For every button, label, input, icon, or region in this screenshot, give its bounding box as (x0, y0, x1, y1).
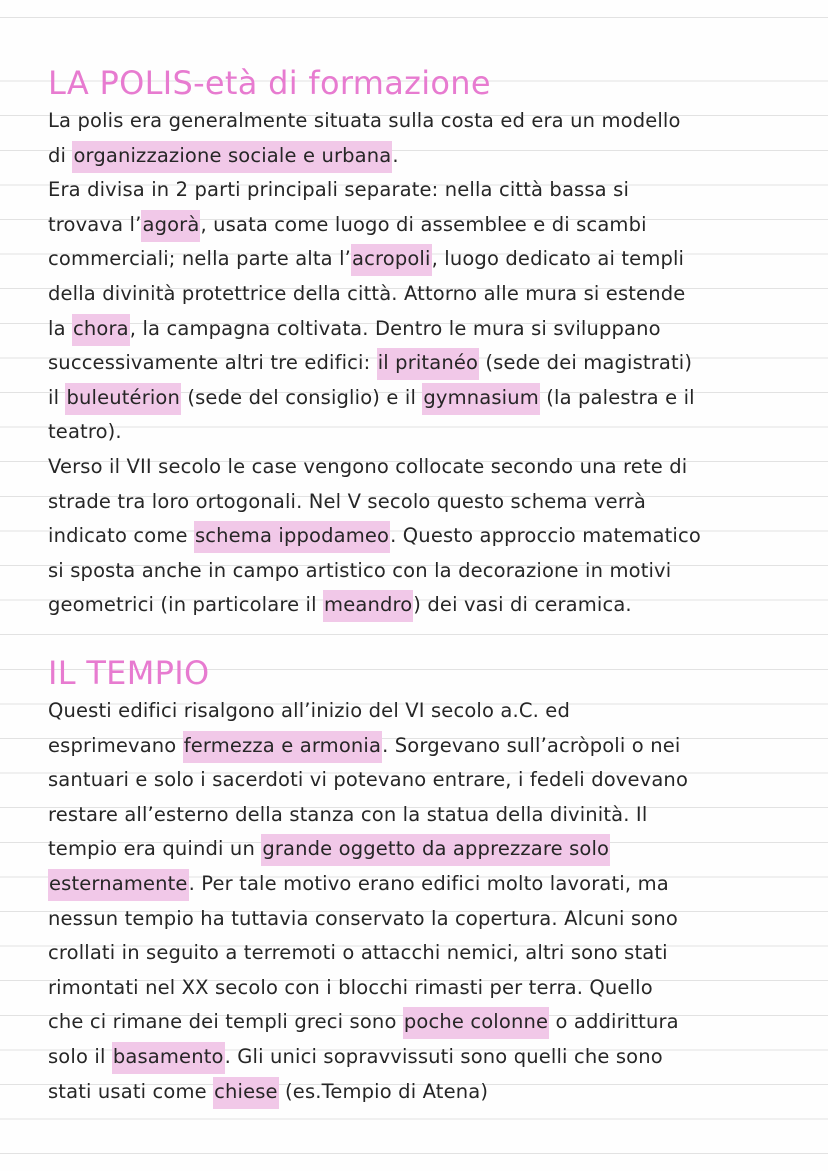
text-segment: il (48, 385, 66, 409)
text-line (48, 832, 788, 867)
text-segment: ) dei vasi di ceramica. (413, 593, 632, 617)
text-line (48, 242, 788, 277)
text-segment: (sede del consiglio) e il (181, 385, 423, 409)
text-line (48, 346, 788, 381)
highlighted-term: gymnasium (422, 383, 540, 415)
text-segment: trovava l’ (48, 212, 142, 236)
text-segment: solo il (48, 1044, 112, 1068)
text-segment: geometrici (in particolare il (48, 593, 324, 617)
text-segment: restare all’esterno della stanza con la statua della divinità. Il (48, 802, 648, 826)
section-body (48, 104, 788, 623)
section-tempio (48, 652, 788, 1109)
highlighted-term: buleutérion (65, 383, 181, 415)
text-segment: si sposta anche in campo artistico con la decorazione in motivi (48, 558, 672, 582)
text-segment: stati usati come (48, 1079, 214, 1103)
text-line (48, 936, 788, 971)
text-line (48, 694, 788, 729)
section-title: IL TEMPIO (48, 654, 210, 692)
text-segment: . Sorgevano sull’acròpoli o nei (382, 733, 681, 757)
text-line (48, 971, 788, 1006)
text-line (48, 1005, 788, 1040)
text-line (48, 139, 788, 174)
text-segment: . (392, 143, 399, 167)
text-segment: . Questo approccio matematico (390, 524, 701, 548)
text-segment: successivamente altri tre edifici: (48, 351, 377, 375)
text-segment: che ci rimane dei templi greci sono (48, 1010, 403, 1034)
text-line (48, 450, 788, 485)
text-segment: , luogo dedicato ai templi (431, 247, 685, 271)
text-segment: (la palestra e il (539, 385, 695, 409)
text-segment: teatro). (48, 420, 122, 444)
highlighted-term: organizzazione sociale e urbana (72, 141, 392, 173)
highlighted-term: poche colonne (403, 1007, 549, 1039)
text-segment: tempio era quindi un (48, 837, 262, 861)
text-line (48, 798, 788, 833)
highlighted-term: grande oggetto da apprezzare solo (261, 834, 610, 866)
text-segment: di (48, 143, 73, 167)
highlighted-term: esternamente (48, 869, 189, 901)
section-title: LA POLIS-età di formazione (48, 64, 491, 102)
highlighted-term: basamento (112, 1042, 225, 1074)
text-segment: esprimevano (48, 733, 183, 757)
text-line (48, 485, 788, 520)
section-body (48, 694, 788, 1109)
text-segment: Questi edifici risalgono all’inizio del VI secolo a.C. ed (48, 699, 570, 722)
text-line (48, 173, 788, 208)
text-segment: crollati in seguito a terremoti o attacchi nemici, altri sono stati (48, 941, 668, 965)
text-segment: , usata come luogo di assemblee e di scambi (200, 212, 647, 236)
text-line (48, 104, 788, 139)
text-segment: . Per tale motivo erano edifici molto lavorati, ma (188, 871, 669, 895)
highlighted-term: acropoli (351, 244, 432, 276)
text-segment: (sede dei magistrati) (479, 351, 693, 375)
text-line (48, 381, 788, 416)
text-segment: Verso il VII secolo le case vengono collocate secondo una rete di (48, 454, 688, 478)
text-line (48, 554, 788, 589)
text-segment: la (48, 316, 73, 340)
text-segment: . Gli unici sopravvissuti sono quelli che sono (224, 1044, 663, 1068)
text-segment: santuari e solo i sacerdoti vi potevano entrare, i fedeli dovevano (48, 768, 689, 792)
text-line (48, 208, 788, 243)
text-line (48, 729, 788, 764)
text-segment: indicato come (48, 524, 194, 548)
highlighted-term: fermezza e armonia (183, 731, 382, 763)
text-segment: La polis era generalmente situata sulla costa ed era un modello (48, 109, 681, 132)
text-segment: nessun tempio ha tuttavia conservato la copertura. Alcuni sono (48, 906, 678, 930)
text-line (48, 763, 788, 798)
text-segment: (es.Tempio di Atena) (278, 1079, 489, 1103)
text-line (48, 277, 788, 312)
text-segment: commerciali; nella parte alta l’ (48, 247, 352, 271)
text-line (48, 519, 788, 554)
section-polis (48, 62, 788, 623)
highlighted-term: meandro (323, 590, 413, 622)
highlighted-term: agorà (141, 210, 200, 242)
highlighted-term: chiese (213, 1077, 279, 1109)
text-line (48, 1075, 788, 1110)
text-segment: strade tra loro ortogonali. Nel V secolo questo schema verrà (48, 489, 646, 513)
text-segment: o addirittura (549, 1010, 679, 1034)
text-segment: della divinità protettrice della città. Attorno alle mura si estende (48, 281, 686, 305)
text-line (48, 867, 788, 902)
highlighted-term: il pritanéo (377, 348, 479, 380)
text-line (48, 1040, 788, 1075)
highlighted-term: schema ippodameo (194, 521, 390, 553)
text-line (48, 902, 788, 937)
text-segment: , la campagna coltivata. Dentro le mura si sviluppano (129, 316, 661, 340)
text-line (48, 588, 788, 623)
text-line (48, 415, 788, 450)
text-segment: Era divisa in 2 parti principali separate: nella città bassa si (48, 178, 630, 202)
text-line (48, 312, 788, 347)
text-segment: rimontati nel XX secolo con i blocchi rimasti per terra. Quello (48, 975, 653, 999)
highlighted-term: chora (72, 314, 130, 346)
